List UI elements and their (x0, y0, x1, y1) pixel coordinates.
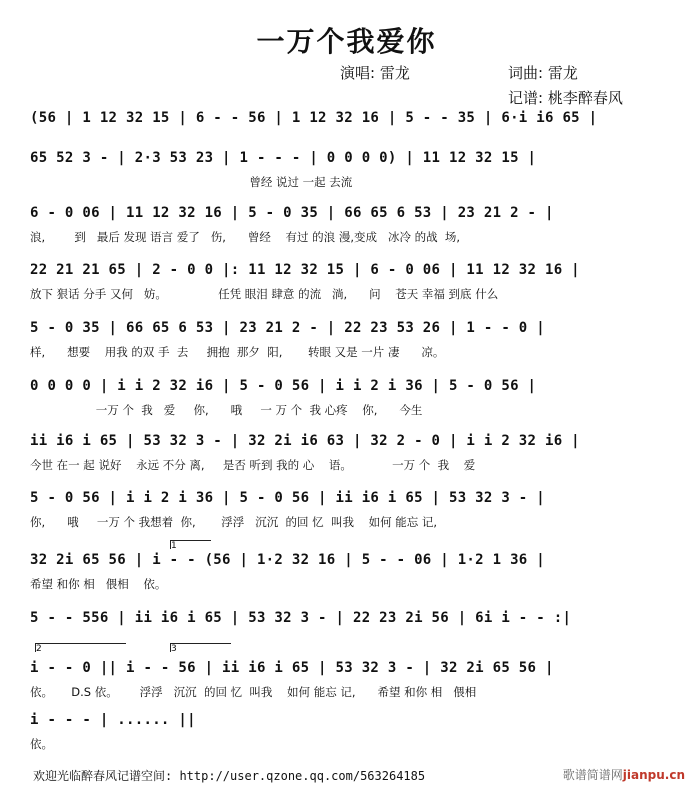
lyrics-line: 今世 在一 起 说好 永远 不分 离, 是否 听到 我的 心 语。 一万 个 我 爱 (30, 458, 476, 472)
notes-line: ii i6 i 65 | 53 32 3 - | 32 2i i6 63 | 32 2 - 0 | i i 2 32 i6 | (30, 433, 580, 449)
volta-2 (35, 643, 126, 652)
notes-line: 5 - - 556 | ii i6 i 65 | 53 32 3 - | 22 23 2i 56 | 6i i - - :| (30, 610, 572, 626)
volta-2-label: 2 (36, 644, 42, 654)
logo-site: jianpu.cn (622, 768, 685, 782)
notes-line: 22 21 21 65 | 2 - 0 0 |: 11 12 32 15 | 6 - 0 06 | 11 12 32 16 | (30, 262, 580, 278)
lyrics-line: 浪, 到 最后 发现 语言 爱了 伤, 曾经 有过 的浪 漫,变成 冰冷 的战 场, (30, 230, 461, 244)
volta-1-label: 1 (171, 541, 177, 551)
volta-3-label: 3 (171, 644, 177, 654)
notes-line: 5 - 0 56 | i i 2 i 36 | 5 - 0 56 | ii i6 i 65 | 53 32 3 - | (30, 490, 545, 506)
site-logo[interactable] (563, 766, 685, 783)
lyrics-line: 希望 和你 相 偎相 依。 (30, 577, 167, 591)
notes-line: (56 | 1 12 32 15 | 6 - - 56 | 1 12 32 16 | 5 - - 35 | 6·i i6 65 | (30, 110, 598, 126)
lyrics-line: 依。 (30, 737, 53, 751)
volta-3 (170, 643, 231, 652)
notes-line: 32 2i 65 56 | i - - (56 | 1·2 32 16 | 5 - - 06 | 1·2 1 36 | (30, 552, 545, 568)
lyrics-line: 放下 狠话 分手 又何 妨。 任凭 眼泪 肆意 的流 淌, 问 苍天 幸福 到底 什么 (30, 287, 499, 301)
notes-line: i - - 0 || i - - 56 | ii i6 i 65 | 53 32 3 - | 32 2i 65 56 | (30, 660, 554, 676)
lyrics-line: 你, 哦 一万 个 我想着 你, 浮浮 沉沉 的回 忆 叫我 如何 能忘 记, (30, 515, 438, 529)
lyrics-line: 样, 想要 用我 的双 手 去 拥抱 那夕 阳, 转眼 又是 一片 凄 凉。 (30, 345, 445, 359)
singer-credit: 演唱: 雷龙 (340, 64, 410, 82)
notes-line: 0 0 0 0 | i i 2 32 i6 | 5 - 0 56 | i i 2 i 36 | 5 - 0 56 | (30, 378, 537, 394)
lyrics-line: 曾经 说过 一起 去流 (30, 175, 353, 189)
composer-credit: 词曲: 雷龙 (508, 64, 578, 82)
song-title: 一万个我爱你 (256, 25, 437, 58)
lyrics-line: 依。 D.S 依。 浮浮 沉沉 的回 忆 叫我 如何 能忘 记, 希望 和你 相 偎相 (30, 685, 477, 699)
notes-line: 5 - 0 35 | 66 65 6 53 | 23 21 2 - | 22 23 53 26 | 1 - - 0 | (30, 320, 545, 336)
lyrics-line: 一万 个 我 爱 你, 哦 一 万 个 我 心疼 你, 今生 (30, 403, 423, 417)
notes-line: 6 - 0 06 | 11 12 32 16 | 5 - 0 35 | 66 65 6 53 | 23 21 2 - | (30, 205, 554, 221)
footer-text: 欢迎光临醉春风记谱空间: http://user.qzone.qq.com/563264185 (33, 769, 426, 783)
volta-1 (170, 540, 211, 549)
notes-line: 65 52 3 - | 2·3 53 23 | 1 - - - | 0 0 0 0) | 11 12 32 15 | (30, 150, 537, 166)
transcriber-credit: 记谱: 桃李醉春风 (508, 89, 623, 107)
logo-main: 歌谱简谱网 (562, 768, 623, 782)
notes-line: i - - - | ...... || (30, 712, 196, 728)
